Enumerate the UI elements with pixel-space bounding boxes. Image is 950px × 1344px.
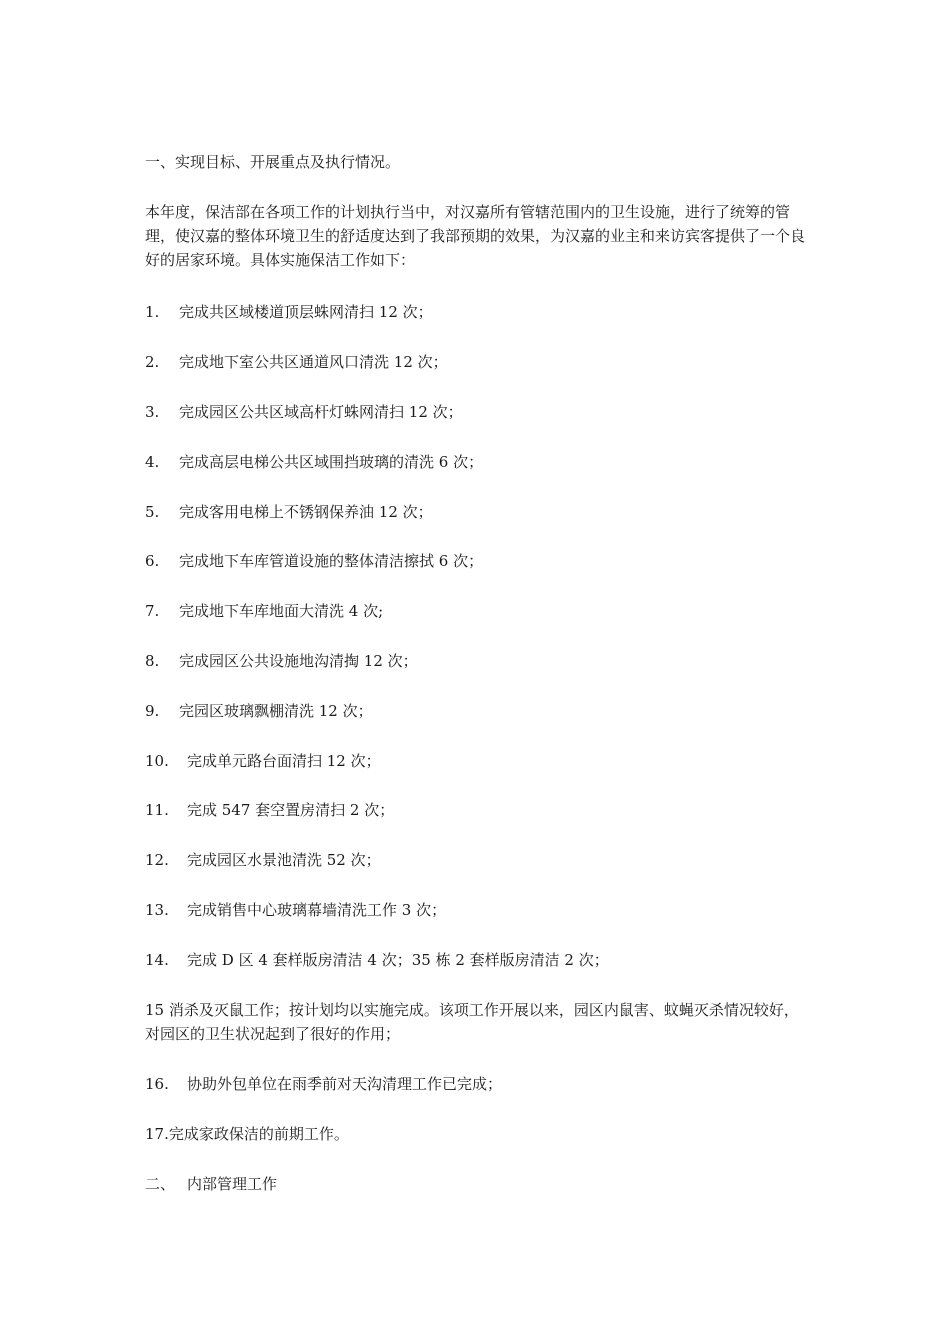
section-heading-2-text: 内部管理工作	[187, 1175, 278, 1193]
section-heading-1: 一、实现目标、开展重点及执行情况。	[145, 153, 401, 171]
list-item-number: 11.	[145, 801, 169, 819]
list-item	[145, 450, 483, 474]
list-item-number: 9.	[145, 702, 160, 720]
list-item	[145, 1072, 502, 1096]
list-item-number: 5.	[145, 503, 160, 521]
list-item	[145, 798, 394, 822]
list-item-number: 1.	[145, 303, 160, 321]
list-item-text: 完成高层电梯公共区域围挡玻璃的清洗 6 次；	[179, 453, 484, 471]
list-item-text: 完成 D 区 4 套样版房清洁 4 次；35 栋 2 套样版房清洁 2 次；	[187, 951, 609, 969]
list-item	[145, 898, 446, 922]
list-item-text: 完成园区公共区域高杆灯蛛网清扫 12 次；	[179, 403, 463, 421]
item-17-line: 17.完成家政保洁的前期工作。	[145, 1125, 349, 1143]
list-item-number: 16.	[145, 1075, 169, 1093]
list-item-number: 4.	[145, 453, 160, 471]
list-item-text: 完成单元路台面清扫 12 次；	[187, 752, 381, 770]
list-item-number: 8.	[145, 652, 160, 670]
list-item-text: 完成园区水景池清洗 52 次；	[187, 851, 381, 869]
list-item	[145, 350, 448, 374]
section-heading-2-number: 二、	[145, 1175, 176, 1193]
list-item-number: 14.	[145, 951, 169, 969]
list-item-text: 完成园区公共设施地沟清掏 12 次；	[179, 652, 418, 670]
item-15-paragraph: 15 消杀及灭鼠工作；按计划均以实施完成。该项工作开展以来，园区内鼠害、蚊蝇灭杀情况较好，对园区的卫生状况起到了很好的作用；	[145, 1001, 799, 1043]
list-item	[145, 500, 433, 524]
list-item-text: 协助外包单位在雨季前对天沟清理工作已完成；	[187, 1075, 503, 1093]
list-item-text: 完成地下车库地面大清洗 4 次;	[179, 602, 384, 620]
list-item	[145, 649, 418, 673]
list-item-text: 完成销售中心玻璃幕墙清洗工作 3 次；	[187, 901, 447, 919]
list-item	[145, 300, 433, 324]
list-item-number: 10.	[145, 752, 169, 770]
list-item-text: 完成客用电梯上不锈钢保养油 12 次；	[179, 503, 433, 521]
list-item-text: 完成地下车库管道设施的整体清洁擦拭 6 次；	[179, 552, 484, 570]
list-item	[145, 549, 483, 573]
list-item-number: 6.	[145, 552, 160, 570]
list-item-text: 完成共区域楼道顶层蛛网清扫 12 次；	[179, 303, 433, 321]
list-item-number: 2.	[145, 353, 160, 371]
list-item	[145, 848, 381, 872]
list-item	[145, 948, 609, 972]
list-item-number: 7.	[145, 602, 160, 620]
list-item-number: 12.	[145, 851, 169, 869]
list-item-text: 完园区玻璃飘棚清洗 12 次；	[179, 702, 373, 720]
intro-paragraph: 本年度，保洁部在各项工作的计划执行当中，对汉嘉所有管辖范围内的卫生设施，进行了统筹的管理，使汉嘉的整体环境卫生的舒适度达到了我部预期的效果，为汉嘉的业主和来访宾客提供了一个良好的居家环境。具体实施保洁工作如下：	[145, 203, 806, 269]
list-item-number: 3.	[145, 403, 160, 421]
list-item-number: 13.	[145, 901, 169, 919]
list-item	[145, 599, 383, 623]
list-item-text: 完成地下室公共区通道风口清洗 12 次；	[179, 353, 448, 371]
list-item	[145, 400, 463, 424]
list-item	[145, 749, 381, 773]
list-item	[145, 699, 373, 723]
list-item-text: 完成 547 套空置房清扫 2 次；	[187, 801, 395, 819]
section-heading-2	[145, 1172, 277, 1196]
